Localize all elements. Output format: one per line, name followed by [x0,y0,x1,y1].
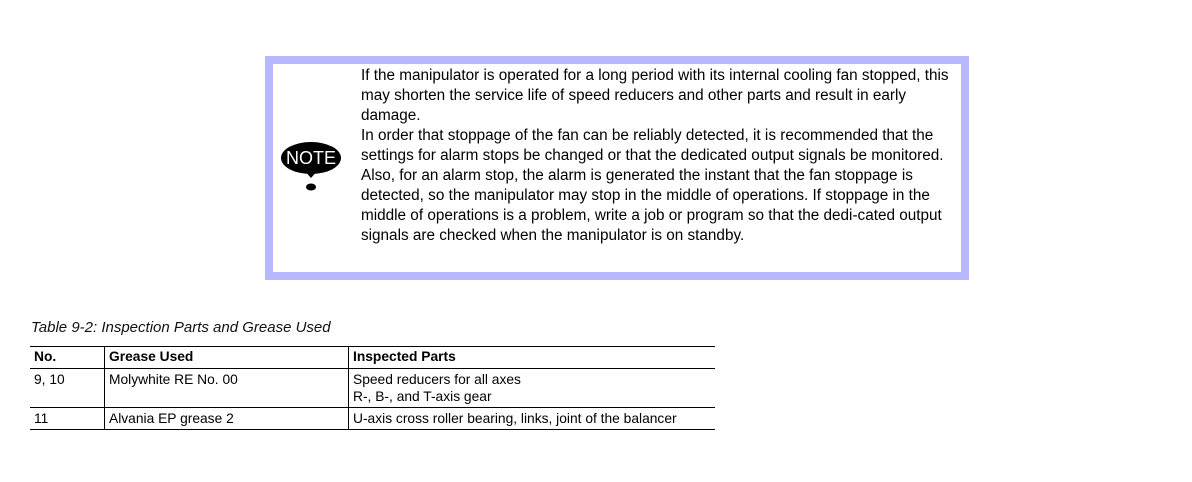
table-header-row [30,347,715,369]
cell-grease: Alvania EP grease 2 [105,408,349,430]
inspection-parts-table [30,346,715,430]
cell-parts [349,369,716,408]
table-caption: Table 9-2: Inspection Parts and Grease Used [31,319,331,336]
note-icon-label: NOTE [285,148,337,168]
cell-parts [349,408,716,430]
cell-parts-line: R-, B-, and T-axis gear [353,389,492,404]
note-paragraph-1: If the manipulator is operated for a long period with its internal cooling fan stopped, this may shorten the service life of speed reducers and other parts and result in early damage. [361,67,949,124]
header-inspected-parts: Inspected Parts [349,347,716,369]
table-row [30,369,715,408]
cell-no: 9, 10 [30,369,105,408]
cell-no: 11 [30,408,105,430]
note-paragraph-3: Also, for an alarm stop, the alarm is generated the instant that the fan stoppage is detected, so the manipulator may stop in the middle of operations. If stoppage in the middle of operations is a problem, write a job or program so that the dedi-cated output signals are checked when the manipulator is on standby. [361,167,942,244]
cell-parts-line: U-axis cross roller bearing, links, joint of the balancer [353,411,677,426]
note-paragraph-2: In order that stoppage of the fan can be reliably detected, it is recommended that the settings for alarm stops be changed or that the dedicated output signals be monitored. [361,127,944,164]
note-text [361,66,959,246]
cell-parts-line: Speed reducers for all axes [353,372,521,387]
note-icon [280,140,342,194]
table-row [30,408,715,430]
cell-grease: Molywhite RE No. 00 [105,369,349,408]
header-grease-used: Grease Used [105,347,349,369]
header-no: No. [30,347,105,369]
